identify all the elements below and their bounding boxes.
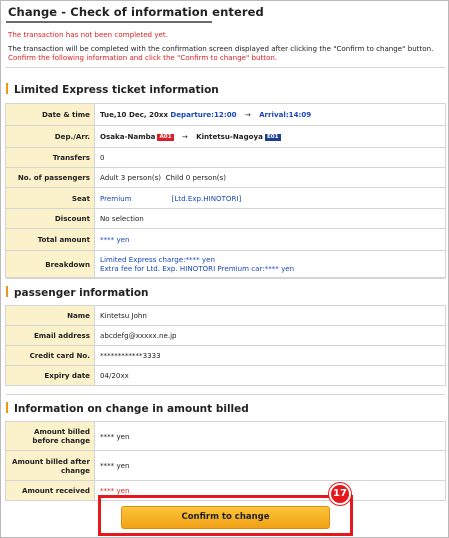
departure-station-code-badge: A01 [159, 134, 172, 140]
breakdown-label: Breakdown [6, 251, 95, 278]
notice-not-completed: The transaction has not been completed yet. [8, 30, 168, 39]
received-value: **** yen [95, 481, 446, 501]
discount-label: Discount [6, 209, 95, 229]
passengers-label: No. of passengers [6, 168, 95, 188]
card-value: ************3333 [95, 346, 446, 366]
card-label: Credit card No. [6, 346, 95, 366]
arrow-icon: → [181, 132, 188, 141]
section-bar-icon [6, 83, 8, 94]
row-name [6, 306, 446, 326]
section-bar-icon [6, 286, 8, 297]
row-expiry [6, 366, 446, 386]
row-transfers [6, 148, 446, 168]
row-total [6, 229, 446, 251]
row-dep-arr [6, 126, 446, 148]
breakdown-value [95, 251, 446, 278]
title-underline [6, 21, 212, 23]
breakdown-premium-fee: Extra fee for Ltd. Exp. HINOTORI Premium car:**** yen [100, 264, 295, 273]
seat-type: Premium [100, 193, 132, 203]
after-label: Amount billed after change [6, 451, 95, 481]
seat-label: Seat [6, 188, 95, 209]
row-discount [6, 209, 446, 229]
divider [6, 394, 445, 395]
name-label: Name [6, 306, 95, 326]
divider [6, 278, 445, 279]
notice-completion-info: The transaction will be completed with the confirmation screen displayed after clicking the "Confirm to change" button. [8, 44, 434, 53]
row-before [6, 422, 446, 451]
passengers-value [95, 168, 446, 188]
before-value: **** yen [95, 422, 446, 451]
seat-value [95, 188, 446, 209]
total-value: **** yen [95, 229, 446, 251]
step-number-badge: 17 [329, 483, 351, 505]
travel-date: Tue,10 Dec, 20xx [100, 110, 169, 119]
row-date-time [6, 104, 446, 126]
row-email [6, 326, 446, 346]
breakdown-express-charge: Limited Express charge:**** yen [100, 255, 215, 264]
arrival-time: :14:09 [285, 110, 312, 119]
billing-info-table [5, 421, 446, 501]
expiry-label: Expiry date [6, 366, 95, 386]
date-time-value [95, 104, 446, 126]
transfers-label: Transfers [6, 148, 95, 168]
passenger-section-title-text: passenger information [14, 287, 149, 299]
adult-count: Adult 3 person(s) [100, 173, 162, 182]
section-bar-icon [6, 402, 8, 413]
page-title: Change - Check of information entered [8, 5, 264, 19]
child-count: Child 0 person(s) [165, 173, 227, 182]
received-label: Amount received [6, 481, 95, 501]
seat-train: [Ltd.Exp.HINOTORI] [171, 193, 242, 203]
arrival-station: Kintetsu-Nagoya [196, 132, 263, 141]
email-value: abcdefg@xxxxx.ne.jp [95, 326, 446, 346]
total-label: Total amount [6, 229, 95, 251]
confirm-to-change-button[interactable]: Confirm to change [121, 506, 330, 529]
name-value: Kintetsu John [95, 306, 446, 326]
ticket-section-title [6, 83, 219, 96]
date-time-label: Date & time [6, 104, 95, 126]
passenger-info-table [5, 305, 446, 386]
row-card [6, 346, 446, 366]
after-value: **** yen [95, 451, 446, 481]
arrow-icon: → [244, 110, 251, 119]
ticket-section-title-text: Limited Express ticket information [14, 84, 219, 96]
email-label: Email address [6, 326, 95, 346]
expiry-value: 04/20xx [95, 366, 446, 386]
arrival-station-code-badge: E01 [266, 134, 279, 140]
departure-station: Osaka-Namba [100, 132, 156, 141]
row-seat [6, 188, 446, 209]
discount-value: No selection [95, 209, 446, 229]
row-passengers [6, 168, 446, 188]
ticket-info-table [5, 103, 446, 278]
passenger-section-title [6, 286, 149, 299]
transfers-value: 0 [95, 148, 446, 168]
row-after [6, 451, 446, 481]
notice-confirm-instruction: Confirm the following information and click the "Confirm to change" button. [8, 53, 278, 62]
dep-arr-value [95, 126, 446, 148]
dep-arr-label: Dep./Arr. [6, 126, 95, 148]
billing-section-title-text: Information on change in amount billed [14, 403, 249, 415]
arrival-label: Arrival [259, 110, 286, 119]
row-breakdown [6, 251, 446, 278]
divider [6, 67, 445, 68]
departure-label: Departure [170, 110, 212, 119]
billing-section-title [6, 402, 249, 415]
before-label: Amount billed before change [6, 422, 95, 451]
departure-time: :12:00 [211, 110, 237, 119]
